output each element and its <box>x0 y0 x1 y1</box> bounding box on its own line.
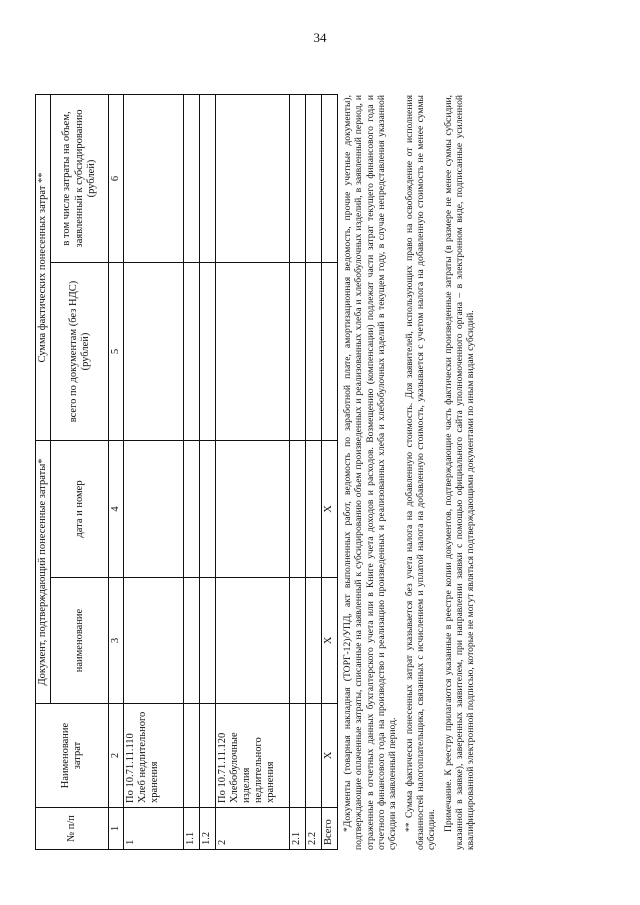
row-doc-date <box>124 441 184 578</box>
row-doc-name <box>290 578 306 704</box>
row-name: По 10.71.11.120 Хлебобулочные изделия недлительного хранения <box>216 704 290 808</box>
row-name: По 10.71.11.110 Хлеб недлительного хранения <box>124 704 184 808</box>
row-doc-name <box>184 578 200 704</box>
table-row <box>124 95 184 850</box>
footnote-remark: Примечание. К реестру прилагаются указанные в реестре копии документов, подтверждающие часть фактически произведенные затраты (в размере не менее суммы субсидии, указанной в заявке), заверенных заявителем, при направлении заявки с помощью официального сайта уполномоченного органа – в электронном виде, подписанные усиленной квалифицированной электронной подписью, которые не могут являться подтверждающими документами по иным видам субсидий. <box>442 95 477 850</box>
row-sum-total <box>124 263 184 441</box>
row-num: 2.2 <box>306 808 322 850</box>
rotated-sheet <box>35 95 605 850</box>
row-sum-subsidy <box>306 95 322 263</box>
col-number: 3 <box>109 578 124 704</box>
row-num: 1.2 <box>200 808 216 850</box>
total-sum-total <box>322 263 338 441</box>
header-name: Наименование затрат <box>36 704 109 808</box>
row-doc-date <box>306 441 322 578</box>
col-number: 2 <box>109 704 124 808</box>
row-sum-total <box>290 263 306 441</box>
footnote-vat: ** Сумма фактически понесенных затрат указывается без учета налога на добавленную стоимость. Для заявителей, использующих право на освобождение от исполнения обязанностей налогоплательщика, связанных с исчислением и уплатой налога на добавленную стоимость, указывается с учетом налога на добавленную стоимость не менее суммы субсидии. <box>403 95 438 850</box>
row-sum-total <box>184 263 200 441</box>
row-sum-total <box>306 263 322 441</box>
row-sum-subsidy <box>124 95 184 263</box>
row-sum-subsidy <box>200 95 216 263</box>
footnotes <box>342 95 476 850</box>
header-sum-group: Сумма фактических понесенных затрат ** <box>36 95 51 441</box>
column-numbers-row <box>109 95 124 850</box>
row-name <box>306 704 322 808</box>
col-number: 6 <box>109 95 124 263</box>
row-sum-total <box>216 263 290 441</box>
total-doc-date-x: Х <box>322 441 338 578</box>
row-num: 1 <box>124 808 184 850</box>
table-row <box>306 95 322 850</box>
row-doc-date <box>184 441 200 578</box>
row-doc-name <box>124 578 184 704</box>
row-doc-name <box>306 578 322 704</box>
row-name <box>184 704 200 808</box>
footnote-documents: *Документы (товарная накладная (ТОРГ-12)/УПД, акт выполненных работ, ведомость по заработной плате, амортизационная ведомость, прочие учетные документы), подтверждающие оплаченные затраты, списанные на заявленный к субсидированию объем произведенных и реализованных хлеба и хлебобулочных изделий, в заявленный период, и отраженные в отчетных данных бухгалтерского учета или в Книге учета доходов и расходов. Возмещению (компенсации) подлежат части затрат текущего финансового года и отчетного финансового года на производство и реализацию произведенных и реализованных хлеба и хлебобулочных изделий в текущем году, в случае непредставления указанной субсидии за заявленный период. <box>342 95 399 850</box>
row-sum-total <box>200 263 216 441</box>
total-doc-name-x: Х <box>322 578 338 704</box>
table-row <box>216 95 290 850</box>
row-doc-date <box>200 441 216 578</box>
costs-register-table <box>35 94 338 850</box>
row-sum-subsidy <box>216 95 290 263</box>
table-row <box>290 95 306 850</box>
col-number: 5 <box>109 263 124 441</box>
row-num: 2 <box>216 808 290 850</box>
row-sum-subsidy <box>290 95 306 263</box>
table-row <box>200 95 216 850</box>
row-doc-name <box>200 578 216 704</box>
row-sum-subsidy <box>184 95 200 263</box>
col-number: 4 <box>109 441 124 578</box>
page-number: 34 <box>313 30 327 45</box>
row-doc-date <box>290 441 306 578</box>
total-row <box>322 95 338 850</box>
row-name <box>290 704 306 808</box>
total-label: Всего <box>322 808 338 850</box>
row-num: 1.1 <box>184 808 200 850</box>
header-doc-group: Документ, подтверждающий понесенные затраты* <box>36 441 51 704</box>
header-sum-subsidy: в том числе затраты на объем, заявленный к субсидированию (рублей) <box>51 95 109 263</box>
total-sum-subsidy <box>322 95 338 263</box>
row-doc-date <box>216 441 290 578</box>
table-row <box>184 95 200 850</box>
header-sum-total: всего по документам (без НДС) (рублей) <box>51 263 109 441</box>
col-number: 1 <box>109 808 124 850</box>
header-doc-name: наименование <box>51 578 109 704</box>
header-num: № п/п <box>36 808 109 850</box>
row-doc-name <box>216 578 290 704</box>
row-name <box>200 704 216 808</box>
row-num: 2.1 <box>290 808 306 850</box>
total-name-x: Х <box>322 704 338 808</box>
header-doc-date: дата и номер <box>51 441 109 578</box>
